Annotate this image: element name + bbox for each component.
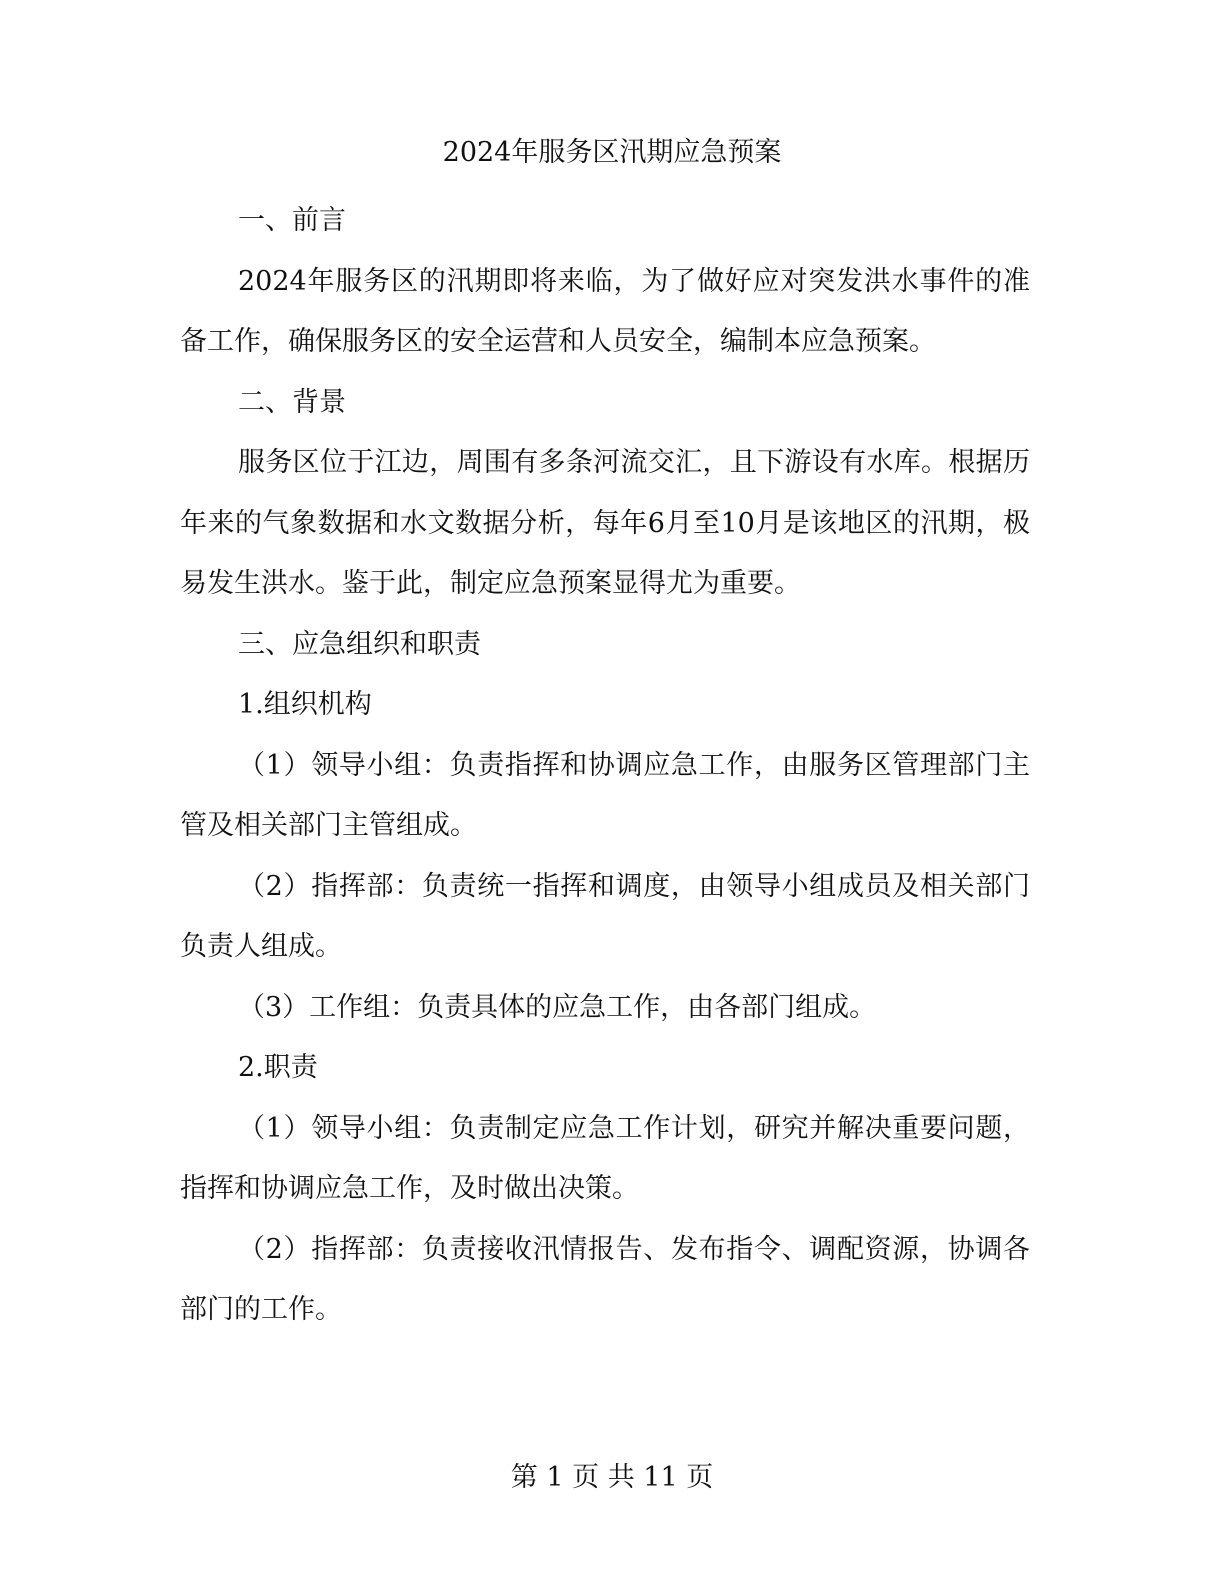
document-title: 2024年服务区汛期应急预案 — [442, 137, 782, 168]
paragraph-background: 服务区位于江边，周围有多条河流交汇，且下游设有水库。根据历年来的气象数据和水文数据分析，每年6月至10月是该地区的汛期，极易发生洪水。鉴于此，制定应急预案显得尤为重要。 — [180, 447, 1030, 599]
subheading-duties: 2.职责 — [238, 1052, 318, 1083]
paragraph-leadership-group: （1）领导小组：负责指挥和协调应急工作，由服务区管理部门主管及相关部门主管组成。 — [180, 749, 1030, 841]
page-number-footer: 第 1 页 共 11 页 — [510, 1462, 714, 1493]
paragraph-leadership-duties: （1）领导小组：负责制定应急工作计划，研究并解决重要问题，指挥和协调应急工作，及时做出决策。 — [180, 1112, 1030, 1204]
paragraph-work-group: （3）工作组：负责具体的应急工作，由各部门组成。 — [238, 991, 877, 1023]
section-heading-organization: 三、应急组织和职责 — [238, 628, 481, 660]
document-body — [180, 191, 1030, 1341]
section-heading-preface: 一、前言 — [238, 205, 346, 236]
section-heading-background: 二、背景 — [238, 386, 346, 418]
paragraph-command-duties: （2）指挥部：负责接收汛情报告、发布指令、调配资源，协调各部门的工作。 — [180, 1233, 1030, 1325]
subheading-structure: 1.组织机构 — [238, 689, 372, 720]
paragraph-command-center: （2）指挥部：负责统一指挥和调度，由领导小组成员及相关部门负责人组成。 — [180, 870, 1030, 962]
paragraph-preface: 2024年服务区的汛期即将来临，为了做好应对突发洪水事件的准备工作，确保服务区的安全运营和人员安全，编制本应急预案。 — [180, 265, 1030, 357]
